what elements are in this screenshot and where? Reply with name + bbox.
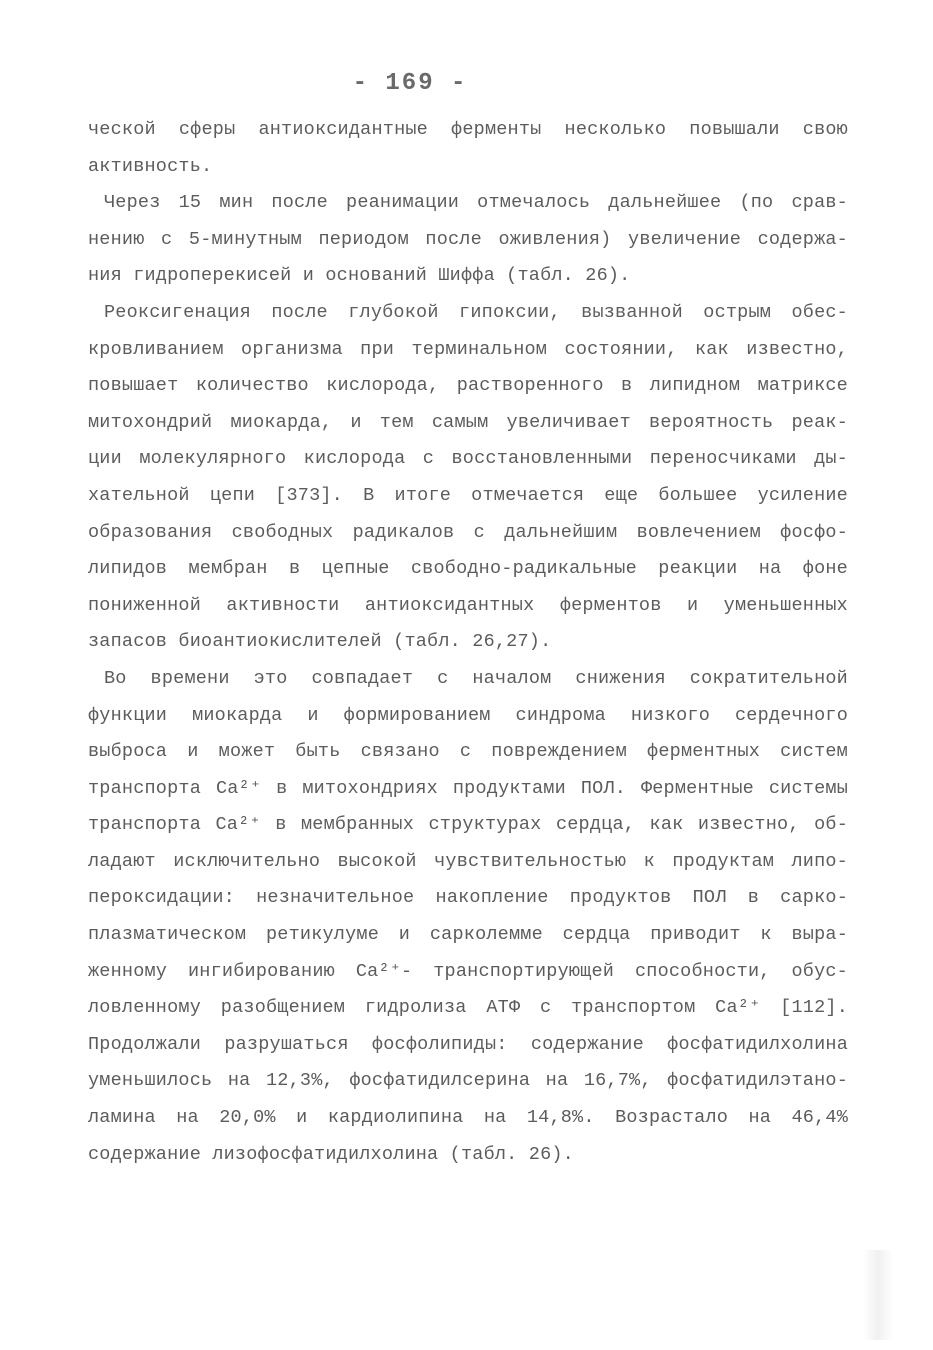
text-line: ния гидроперекисей и оснований Шиффа (табл. 26). xyxy=(88,265,631,287)
text-line: транспорта Ca²⁺ в митохондриях продуктами ПОЛ. Ферментные системы xyxy=(88,777,848,799)
text-line: повышает количество кислорода, растворенного в липидном матриксе xyxy=(88,375,848,397)
text-line: образования свободных радикалов с дальнейшим вовлечением фосфо- xyxy=(88,521,848,543)
text-line: Во времени это совпадает с началом снижения сократительной xyxy=(104,667,848,689)
scan-artifact xyxy=(863,1250,893,1340)
text-line: кровливанием организма при терминальном состоянии, как известно, xyxy=(88,338,848,360)
text-line: хательной цепи [373]. В итоге отмечается еще большее усиление xyxy=(88,484,848,506)
body-text xyxy=(88,112,848,1173)
text-line: плазматическом ретикулуме и сарколемме сердца приводит к выра- xyxy=(88,924,848,946)
text-line: ламина на 20,0% и кардиолипина на 14,8%. Возрастало на 46,4% xyxy=(88,1107,848,1129)
text-line: митохондрий миокарда, и тем самым увеличивает вероятность реак- xyxy=(88,411,848,433)
page-number: - 169 - xyxy=(352,70,468,97)
text-line: Через 15 мин после реанимации отмечалось дальнейшее (по срав- xyxy=(104,192,848,214)
text-line: пониженной активности антиоксидантных ферментов и уменьшенных xyxy=(88,594,848,616)
text-line: уменьшилось на 12,3%, фосфатидилсерина на 16,7%, фосфатидилэтано- xyxy=(88,1070,848,1092)
text-line: запасов биоантиокислителей (табл. 26,27). xyxy=(88,631,552,653)
text-line: выброса и может быть связано с повреждением ферментных систем xyxy=(88,741,848,763)
text-line: ладают исключительно высокой чувствительностью к продуктам липо- xyxy=(88,850,848,872)
text-line: липидов мембран в цепные свободно-радикальные реакции на фоне xyxy=(88,558,848,580)
text-line: ции молекулярного кислорода с восстановленными переносчиками ды- xyxy=(88,448,848,470)
text-line: ческой сферы антиоксидантные ферменты несколько повышали свою xyxy=(88,119,848,140)
text-line: Реоксигенация после глубокой гипоксии, вызванной острым обес- xyxy=(104,301,848,323)
text-line: ловленному разобщением гидролиза АТФ с транспортом Ca²⁺ [112]. xyxy=(88,997,848,1019)
text-line: транспорта Ca²⁺ в мембранных структурах сердца, как известно, об- xyxy=(88,814,848,836)
text-line: женному ингибированию Ca²⁺- транспортирующей способности, обус- xyxy=(88,960,848,982)
text-line: Продолжали разрушаться фосфолипиды: содержание фосфатидилхолина xyxy=(88,1033,848,1055)
text-line: пероксидации: незначительное накопление продуктов ПОЛ в сарко- xyxy=(88,887,848,909)
text-line: активность. xyxy=(88,155,213,177)
text-line: функции миокарда и формированием синдрома низкого сердечного xyxy=(88,704,848,726)
text-line: нению с 5-минутным периодом после оживления) увеличение содержа- xyxy=(88,228,848,250)
text-line: содержание лизофосфатидилхолина (табл. 26). xyxy=(88,1143,574,1165)
